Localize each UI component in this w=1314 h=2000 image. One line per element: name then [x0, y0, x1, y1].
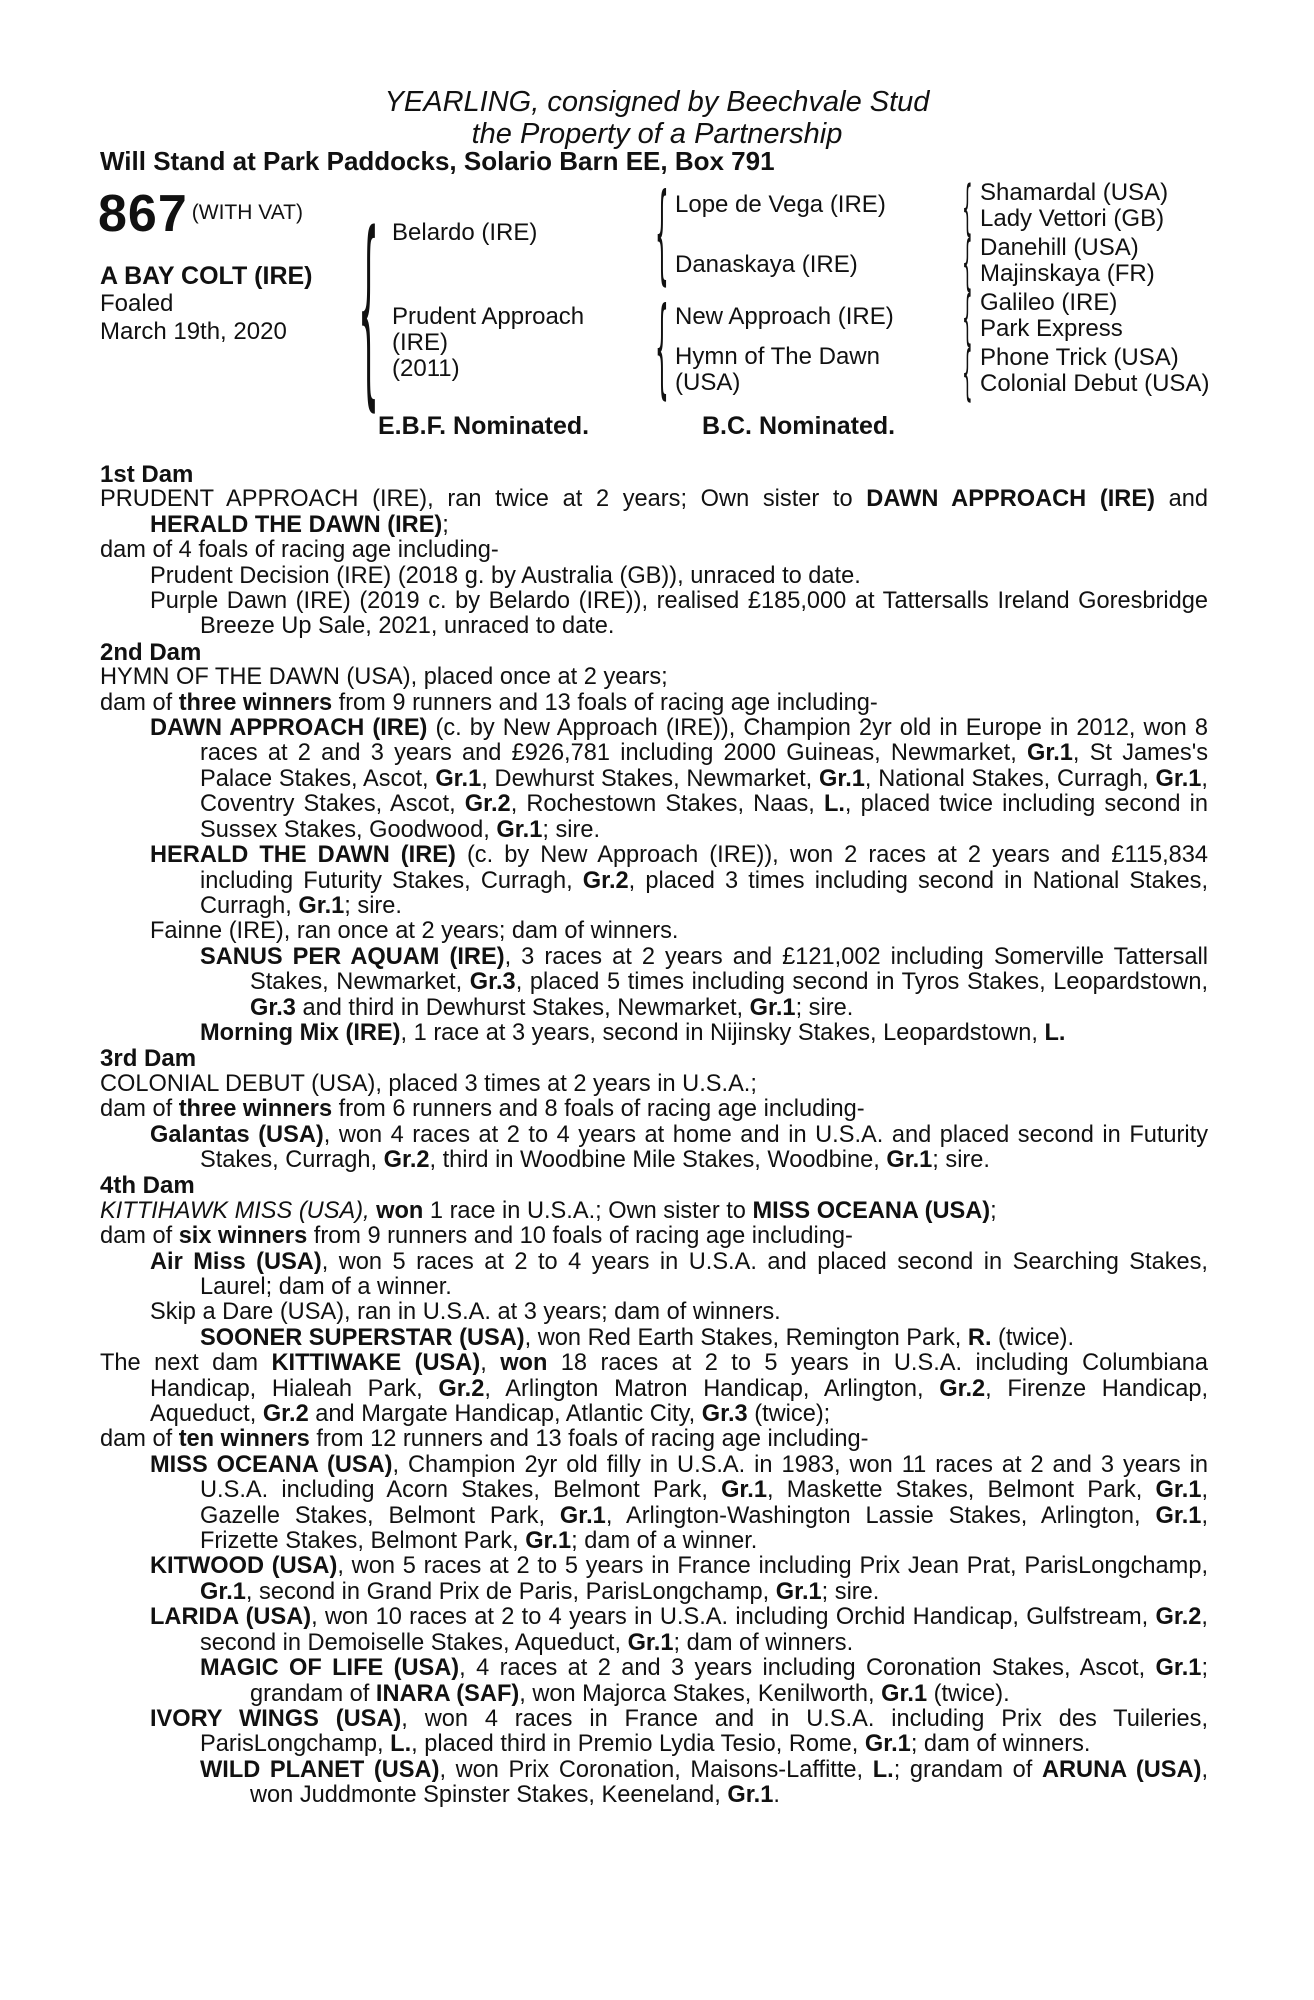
second-dam-heading: 2nd Dam — [100, 638, 202, 666]
list-item: WILD PLANET (USA), won Prix Coronation, Maisons-Laffitte, L.; grandam of ARUNA (USA), won Juddmonte Spinster Stakes, Keeneland, Gr.1. — [200, 1756, 1208, 1809]
list-item: SOONER SUPERSTAR (USA), won Red Earth Stakes, Remington Park, R. (twice). — [200, 1324, 1075, 1351]
pedigree-dam-dam — [675, 344, 880, 396]
first-dam-heading: 1st Dam — [100, 461, 194, 488]
pedigree-brace: { — [962, 228, 973, 298]
list-item: Prudent Decision (IRE) (2018 g. by Australia (GB)), unraced to date. — [150, 562, 861, 589]
list-item: MISS OCEANA (USA), Champion 2yr old filly in U.S.A. in 1983, won 11 races at 2 and 3 years in U.S.A. including Acorn Stakes, Belmont Park, Gr.1, Maskette Stakes, Belmont Park, Gr.1, Gazelle Stakes, Belmont Park, Gr.1, Arlington-Washington Lassie Stakes, Arlington, Gr.1, Frizette Stakes, Belmont Park, Gr.1; dam of a winner. — [150, 1451, 1209, 1555]
pedigree-g1: Shamardal (USA) — [980, 179, 1169, 206]
property-line: the Property of a Partnership — [471, 118, 843, 150]
foaled-label: Foaled — [100, 290, 174, 317]
pedigree-brace: { — [358, 189, 379, 429]
first-dam-intro: PRUDENT APPROACH (IRE), ran twice at 2 years; Own sister to DAWN APPROACH (IRE) and HERALD THE DAWN (IRE); — [100, 486, 1208, 538]
pedigree-dam-year: (2011) — [392, 355, 460, 382]
pedigree-brace: { — [655, 285, 669, 410]
pedigree-g6: Park Express — [980, 315, 1123, 342]
next-dam-intro: The next dam KITTIWAKE (USA), won 18 races at 2 to 5 years in U.S.A. including Columbiana Handicap, Hialeah Park, Gr.2, Arlington Matron Handicap, Arlington, Gr.2, Firenze Handicap, Aqueduct, Gr.2 and Margate Handicap, Atlantic City, Gr.3 (twice); — [100, 1350, 1208, 1428]
lot-number: 867 — [98, 185, 188, 243]
list-item: HERALD THE DAWN (IRE) (c. by New Approach (IRE)), won 2 races at 2 years and £115,834 including Futurity Stakes, Curragh, Gr.2, placed 3 times including second in National Stakes, Curragh, Gr.1; sire. — [150, 842, 1208, 919]
pedigree-dam-country: (IRE) — [392, 329, 448, 356]
pedigree-brace: { — [962, 173, 973, 243]
ebf-nominated: E.B.F. Nominated. — [378, 412, 590, 440]
pedigree-sire: Belardo (IRE) — [392, 219, 538, 246]
pedigree-dam — [392, 304, 584, 382]
pedigree-g4: Majinskaya (FR) — [980, 260, 1155, 287]
pedigree-g5: Galileo (IRE) — [980, 289, 1118, 316]
list-item: SANUS PER AQUAM (IRE), 3 races at 2 years and £121,002 including Somerville Tattersall Stakes, Newmarket, Gr.3, placed 5 times including second in Tyros Stakes, Leopardstown, Gr.3 and third in Dewhurst Stakes, Newmarket, Gr.1; sire. — [200, 943, 1209, 1021]
second-dam-foals: dam of three winners from 9 runners and 13 foals of racing age including- — [100, 689, 878, 716]
list-item: MAGIC OF LIFE (USA), 4 races at 2 and 3 years including Coronation Stakes, Ascot, Gr.1; grandam of INARA (SAF), won Majorca Stakes, Kenilworth, Gr.1 (twice). — [200, 1655, 1208, 1707]
third-dam-heading: 3rd Dam — [100, 1045, 197, 1073]
bc-nominated: B.C. Nominated. — [702, 412, 896, 440]
list-item: IVORY WINGS (USA), won 4 races in France and in U.S.A. including Prix des Tuileries, ParisLongchamp, L., placed third in Premio Lydia Tesio, Rome, Gr.1; dam of winners. — [150, 1705, 1208, 1758]
fourth-dam-intro: KITTIHAWK MISS (USA), won 1 race in U.S.A.; Own sister to MISS OCEANA (USA); — [100, 1197, 997, 1224]
fourth-dam-foals: dam of six winners from 9 runners and 10 foals of racing age including- — [100, 1223, 853, 1250]
second-dam-intro: HYMN OF THE DAWN (USA), placed once at 2 years; — [100, 664, 668, 691]
list-item: Air Miss (USA), won 5 races at 2 to 4 years in U.S.A. and placed second in Searching Stakes, Laurel; dam of a winner. — [150, 1248, 1208, 1300]
next-dam-foals: dam of ten winners from 12 runners and 13 foals of racing age including- — [100, 1426, 869, 1453]
pedigree-brace: { — [962, 338, 973, 408]
list-item: LARIDA (USA), won 10 races at 2 to 4 years in U.S.A. including Orchid Handicap, Gulfstream, Gr.2, second in Demoiselle Stakes, Aqueduct, Gr.1; dam of winners. — [150, 1604, 1208, 1656]
stand-location: Will Stand at Park Paddocks, Solario Barn EE, Box 791 — [100, 146, 775, 176]
pedigree-sire-dam: Danaskaya (IRE) — [675, 251, 858, 278]
pedigree-brace: { — [655, 171, 669, 296]
pedigree-g8: Colonial Debut (USA) — [980, 370, 1210, 397]
list-item: Skip a Dare (USA), ran in U.S.A. at 3 years; dam of winners. — [150, 1299, 781, 1326]
pedigree-dam-sire: New Approach (IRE) — [675, 303, 894, 330]
list-item: DAWN APPROACH (IRE) (c. by New Approach (IRE)), Champion 2yr old in Europe in 2012, won 8 races at 2 and 3 years and £926,781 including 2000 Guineas, Newmarket, Gr.1, St James's Palace Stakes, Ascot, Gr.1, Dewhurst Stakes, Newmarket, Gr.1, National Stakes, Curragh, Gr.1, Coventry Stakes, Ascot, Gr.2, Rochestown Stakes, Naas, L., placed twice including second in Sussex Stakes, Goodwood, Gr.1; sire. — [150, 715, 1208, 843]
foaled-date: March 19th, 2020 — [100, 318, 287, 345]
vat-note: (WITH VAT) — [191, 201, 303, 224]
pedigree-dam-dam-name: Hymn of The Dawn — [675, 343, 880, 370]
pedigree-dam-name: Prudent Approach — [392, 303, 585, 330]
dam-details — [100, 462, 1208, 1809]
third-dam-foals: dam of three winners from 6 runners and 8 foals of racing age including- — [100, 1096, 865, 1123]
pedigree-g2: Lady Vettori (GB) — [980, 205, 1165, 232]
fourth-dam-heading: 4th Dam — [100, 1172, 195, 1200]
pedigree-sire-sire: Lope de Vega (IRE) — [675, 191, 886, 218]
foaled-info — [100, 290, 287, 346]
pedigree-g7: Phone Trick (USA) — [980, 344, 1179, 371]
lot-description: A BAY COLT (IRE) — [100, 262, 313, 290]
pedigree-dam-dam-country: (USA) — [675, 369, 741, 396]
list-item: Fainne (IRE), ran once at 2 years; dam of winners. — [150, 918, 679, 945]
list-item: Galantas (USA), won 4 races at 2 to 4 years at home and in U.S.A. and placed second in Futurity Stakes, Curragh, Gr.2, third in Woodbine Mile Stakes, Woodbine, Gr.1; sire. — [150, 1121, 1208, 1173]
list-item: Morning Mix (IRE), 1 race at 3 years, second in Nijinsky Stakes, Leopardstown, L. — [200, 1019, 1066, 1046]
lot-heading — [98, 184, 303, 244]
list-item: Purple Dawn (IRE) (2019 c. by Belardo (IRE)), realised £185,000 at Tattersalls Ireland Goresbridge Breeze Up Sale, 2021, unraced to date. — [150, 588, 1208, 640]
third-dam-intro: COLONIAL DEBUT (USA), placed 3 times at 2 years in U.S.A.; — [100, 1070, 757, 1097]
pedigree-g3: Danehill (USA) — [980, 234, 1139, 261]
first-dam-foals: dam of 4 foals of racing age including- — [100, 537, 499, 564]
list-item: KITWOOD (USA), won 5 races at 2 to 5 years in France including Prix Jean Prat, ParisLongchamp, Gr.1, second in Grand Prix de Paris, ParisLongchamp, Gr.1; sire. — [150, 1553, 1208, 1605]
pedigree-brace: { — [962, 283, 973, 353]
consignor-line: YEARLING, consigned by Beechvale Stud — [384, 86, 930, 118]
